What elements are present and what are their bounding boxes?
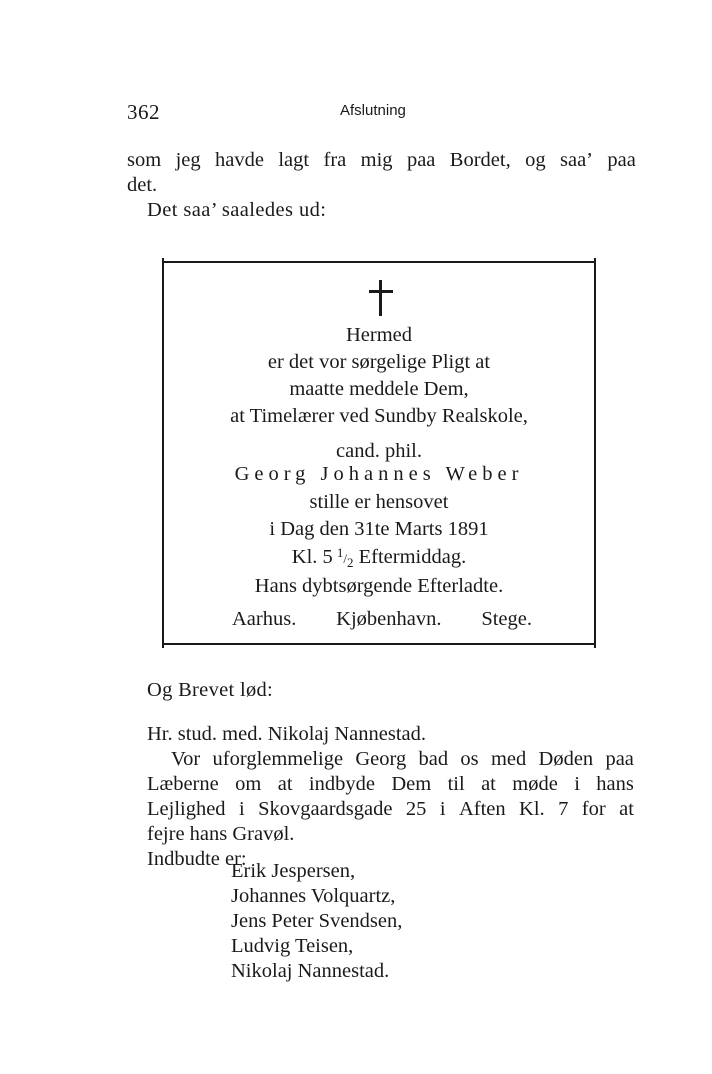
notice-line-1: er det vor sørgelige Pligt at: [267, 351, 491, 373]
notice-heading: Hermed: [345, 324, 413, 346]
word: paa: [607, 149, 636, 171]
guest-name: Nikolaj Nannestad.: [231, 960, 390, 982]
word: Vor: [171, 748, 201, 770]
notice-line-2: maatte meddele Dem,: [289, 378, 469, 400]
notice-bottom-rule: [164, 643, 594, 645]
word: 25: [405, 798, 427, 820]
word: til: [447, 773, 465, 795]
word: lagt: [278, 149, 310, 171]
word: som: [127, 149, 162, 171]
running-title: Afslutning: [340, 102, 406, 119]
guest-name: Jens Peter Svendsen,: [231, 910, 403, 932]
word: uforglemmelige: [212, 748, 344, 770]
intro-paragraph: [127, 148, 636, 223]
time-prefix: Kl. 5: [291, 546, 333, 568]
letter-line-3: [147, 797, 634, 822]
word: om: [235, 773, 262, 795]
death-notice-box: [162, 258, 596, 648]
guest-name: Johannes Volquartz,: [231, 885, 396, 907]
letter-line-4: fejre hans Gravøl.: [147, 823, 295, 845]
notice-name: Georg Johannes Weber: [234, 463, 524, 485]
cross-icon: [369, 280, 393, 316]
word: at: [277, 773, 293, 795]
intro-line-2: det.: [127, 174, 158, 196]
word: indbyde: [308, 773, 375, 795]
word: at: [481, 773, 496, 795]
word: i: [574, 773, 580, 795]
word: paa: [406, 149, 436, 171]
time-fraction: 1/2: [336, 545, 354, 570]
letter-salutation: Hr. stud. med. Nikolaj Nannestad.: [147, 723, 426, 745]
word: Dem: [391, 773, 432, 795]
word: mig: [360, 149, 393, 171]
word: Døden: [538, 748, 594, 770]
word: fra: [323, 149, 347, 171]
notice-time: [164, 545, 594, 571]
notice-top-rule: [164, 261, 594, 263]
guest-name: Ludvig Teisen,: [231, 935, 354, 957]
notice-date: i Dag den 31te Marts 1891: [269, 518, 489, 540]
notice-places: [232, 608, 532, 631]
time-suffix: Eftermiddag.: [358, 546, 467, 568]
word: og: [525, 149, 546, 171]
word: Skovgaardsgade: [258, 798, 393, 820]
letter-line-1: [147, 747, 634, 772]
word: Lejlighed: [147, 798, 226, 820]
notice-line-4: stille er hensovet: [309, 491, 449, 513]
word: for: [581, 798, 606, 820]
guest-list: [231, 859, 402, 984]
word: Kl.: [519, 798, 545, 820]
word: paa: [605, 748, 634, 770]
intro-line-3: Det saa’ saaledes ud:: [147, 199, 327, 221]
word: at: [619, 798, 634, 820]
letter-paragraph: [147, 722, 634, 872]
word: Georg: [355, 748, 407, 770]
word: bad: [418, 748, 449, 770]
word: med: [490, 748, 527, 770]
word: jeg: [175, 149, 201, 171]
word: havde: [215, 149, 264, 171]
letter-line-2: [147, 772, 634, 797]
place: Aarhus.: [232, 608, 297, 630]
word: møde: [512, 773, 558, 795]
invited-label: Indbudte er:: [147, 848, 247, 870]
word: i: [439, 798, 446, 820]
intro-line-1: [127, 148, 636, 173]
word: i: [238, 798, 245, 820]
guest-name: Erik Jespersen,: [231, 860, 356, 882]
page-number: 362: [127, 100, 160, 124]
place: Kjøbenhavn.: [336, 608, 442, 630]
notice-degree: cand. phil.: [336, 440, 422, 462]
word: Aften: [458, 798, 506, 820]
word: Læberne: [147, 773, 219, 795]
word: Bordet,: [449, 149, 511, 171]
notice-signed: Hans dybtsørgende Efterladte.: [254, 575, 504, 597]
word: saa’: [560, 149, 594, 171]
place: Stege.: [481, 608, 532, 630]
letter-intro: Og Brevet lød:: [147, 679, 274, 701]
word: hans: [596, 773, 634, 795]
word: 7: [558, 798, 569, 820]
notice-line-3: at Timelærer ved Sundby Realskole,: [230, 405, 528, 427]
word: os: [460, 748, 479, 770]
